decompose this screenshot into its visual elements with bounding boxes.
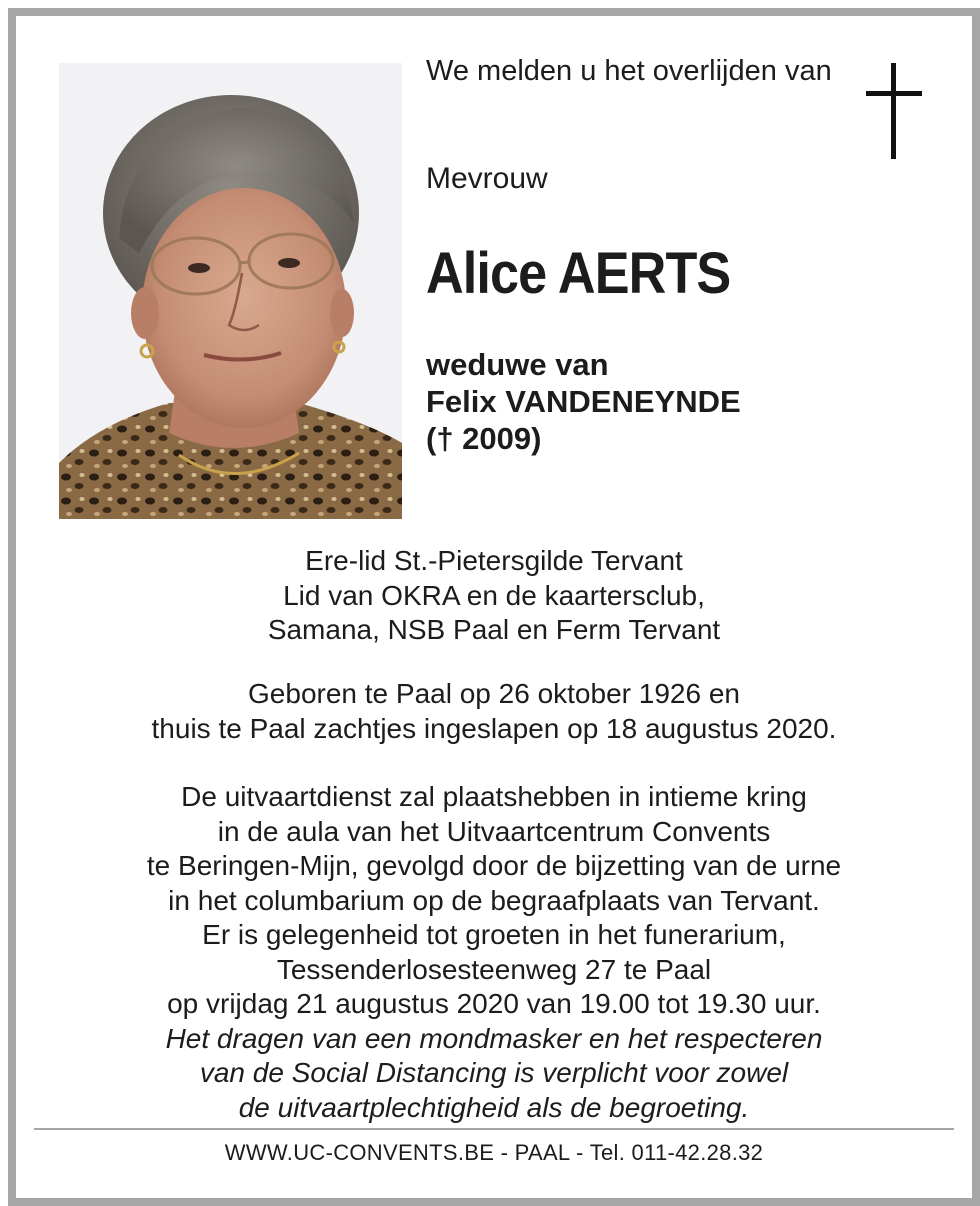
honorific: Mevrouw xyxy=(426,162,548,195)
notice-line: van de Social Distancing is verplicht voor zowel xyxy=(199,1057,789,1088)
deceased-name: Alice AERTS xyxy=(426,241,731,306)
spouse-name: Felix VANDENEYNDE xyxy=(426,384,741,419)
memberships-block xyxy=(16,544,972,648)
birth-line: Geboren te Paal op 26 oktober 1926 en xyxy=(248,678,740,709)
service-line: in het columbarium op de begraafplaats van Tervant. xyxy=(168,884,820,916)
service-line: Er is gelegenheid tot groeten in het funerarium, xyxy=(202,919,786,950)
birth-death-block xyxy=(16,677,972,746)
service-line: op vrijdag 21 augustus 2020 van 19.00 tot 19.30 uur. xyxy=(167,988,821,1019)
card-frame xyxy=(8,8,980,1206)
service-line: te Beringen-Mijn, gevolgd door de bijzetting van de urne xyxy=(146,850,842,881)
footer-contact: WWW.UC-CONVENTS.BE - PAAL - Tel. 011-42.28.32 xyxy=(224,1140,764,1165)
notice-line: Het dragen van een mondmasker en het respecteren xyxy=(165,1022,823,1054)
footer-divider xyxy=(34,1128,954,1130)
service-line: De uitvaartdienst zal plaatshebben in intieme kring xyxy=(181,781,807,812)
service-line: in de aula van het Uitvaartcentrum Convents xyxy=(217,815,771,847)
portrait-photo xyxy=(59,63,402,519)
membership-line: Samana, NSB Paal en Ferm Tervant xyxy=(267,614,721,645)
widow-of-block xyxy=(426,346,741,457)
spouse-death-year: († 2009) xyxy=(426,421,542,456)
death-line: thuis te Paal zachtjes ingeslapen op 18 augustus 2020. xyxy=(151,712,837,744)
widow-label: weduwe van xyxy=(426,347,609,382)
membership-line: Lid van OKRA en de kaartersclub, xyxy=(283,579,705,611)
intro-text: We melden u het overlijden van xyxy=(426,55,832,87)
membership-line: Ere-lid St.-Pietersgilde Tervant xyxy=(305,545,683,576)
service-block xyxy=(16,780,972,1125)
latin-cross-icon xyxy=(866,63,922,159)
card-content xyxy=(16,16,972,1198)
notice-line: de uitvaartplechtigheid als de begroeting. xyxy=(238,1091,750,1123)
service-line: Tessenderlosesteenweg 27 te Paal xyxy=(276,953,712,985)
